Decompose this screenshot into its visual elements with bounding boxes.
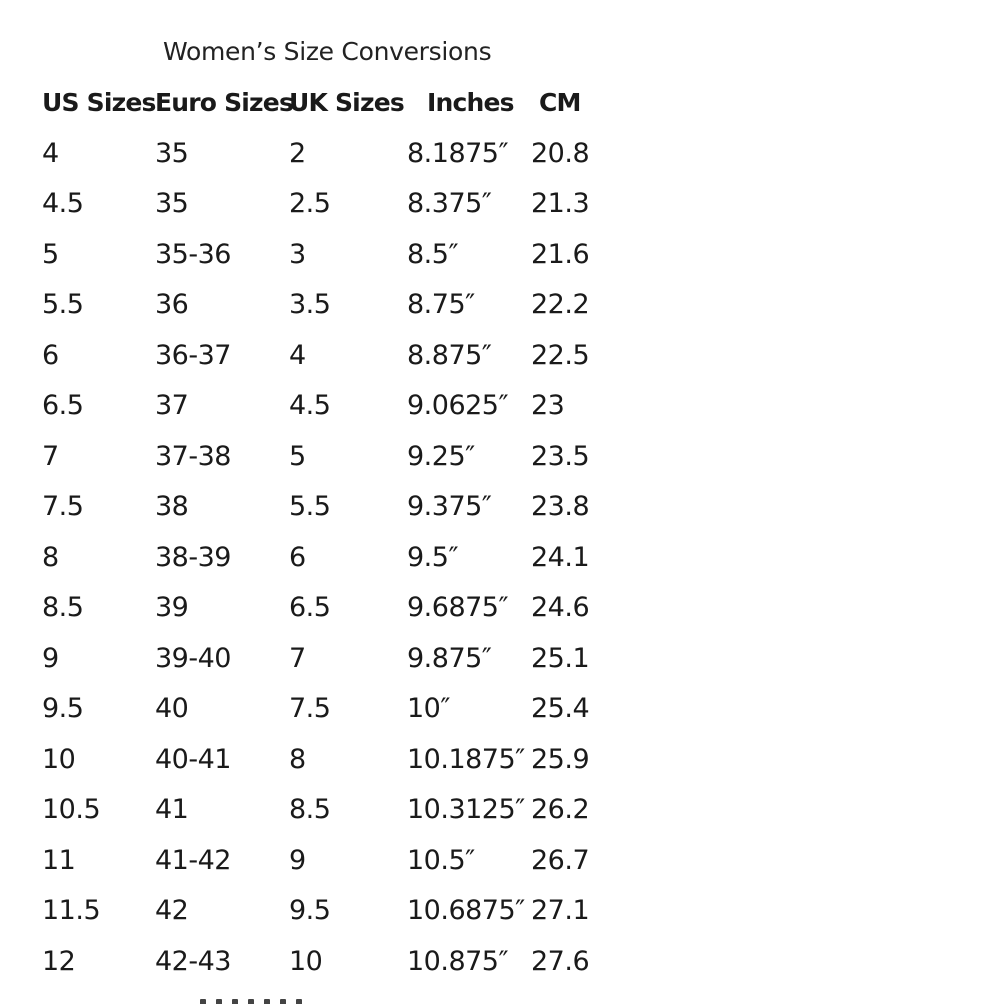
size-conversion-table	[42, 83, 662, 992]
table-body	[42, 134, 662, 993]
table-row	[42, 740, 662, 791]
cell-us-size: 7.5	[42, 491, 84, 522]
cell-euro-size: 35	[155, 137, 189, 169]
table-row	[42, 841, 662, 892]
cell-cm: 26.7	[531, 844, 590, 876]
cell-us-size: 11	[42, 844, 76, 876]
cell-euro-size: 37	[155, 390, 189, 421]
cell-us-size: 4.5	[42, 188, 84, 219]
cell-inches: 8.875″	[407, 339, 492, 371]
cell-us-size: 8	[42, 541, 59, 573]
cell-inches: 10.6875″	[407, 895, 525, 926]
cell-inches: 9.875″	[407, 642, 492, 674]
cell-inches: 10.1875″	[407, 743, 525, 775]
cut-off-text-fragment	[200, 990, 340, 1004]
table-row	[42, 538, 662, 589]
cell-euro-size: 41-42	[155, 844, 231, 876]
cell-uk-size: 8.5	[289, 794, 331, 825]
cell-uk-size: 10	[289, 945, 323, 977]
cell-us-size: 5.5	[42, 289, 84, 320]
cell-us-size: 6	[42, 339, 59, 371]
cell-cm: 24.6	[531, 592, 590, 623]
cell-cm: 23	[531, 390, 565, 421]
cell-us-size: 12	[42, 945, 76, 977]
cell-inches: 8.375″	[407, 188, 492, 219]
cell-us-size: 11.5	[42, 895, 101, 926]
cell-euro-size: 42-43	[155, 945, 231, 977]
cell-inches: 10″	[407, 693, 450, 724]
cell-inches: 8.5″	[407, 238, 459, 270]
cell-cm: 27.1	[531, 895, 590, 926]
cell-uk-size: 3.5	[289, 289, 331, 320]
header-inches: Inches	[427, 88, 514, 117]
table-row	[42, 942, 662, 993]
cell-uk-size: 8	[289, 743, 306, 775]
cell-cm: 25.1	[531, 642, 590, 674]
cell-cm: 21.3	[531, 188, 590, 219]
cell-inches: 10.3125″	[407, 794, 525, 825]
table-row	[42, 437, 662, 488]
table-row	[42, 891, 662, 942]
cell-uk-size: 6.5	[289, 592, 331, 623]
cell-us-size: 5	[42, 238, 59, 270]
table-title: Women’s Size Conversions	[163, 37, 492, 66]
table-row	[42, 235, 662, 286]
cell-uk-size: 3	[289, 238, 306, 270]
cell-uk-size: 4.5	[289, 390, 331, 421]
table-row	[42, 588, 662, 639]
cell-us-size: 10.5	[42, 794, 101, 825]
cell-us-size: 6.5	[42, 390, 84, 421]
table-row	[42, 184, 662, 235]
cell-uk-size: 9	[289, 844, 306, 876]
cell-uk-size: 2	[289, 137, 306, 169]
cell-cm: 26.2	[531, 794, 590, 825]
cell-inches: 9.6875″	[407, 592, 509, 623]
header-cm: CM	[539, 88, 581, 117]
cell-euro-size: 40	[155, 693, 189, 724]
cell-euro-size: 39-40	[155, 642, 231, 674]
cell-cm: 25.4	[531, 693, 590, 724]
table-header-row	[42, 83, 662, 134]
table-row	[42, 336, 662, 387]
cell-us-size: 8.5	[42, 592, 84, 623]
cell-inches: 10.875″	[407, 945, 509, 977]
cell-euro-size: 40-41	[155, 743, 231, 775]
cell-uk-size: 7.5	[289, 693, 331, 724]
cell-euro-size: 35	[155, 188, 189, 219]
cell-us-size: 9.5	[42, 693, 84, 724]
cell-cm: 25.9	[531, 743, 590, 775]
cell-uk-size: 5	[289, 440, 306, 472]
cell-cm: 22.2	[531, 289, 590, 320]
cell-us-size: 4	[42, 137, 59, 169]
cell-uk-size: 7	[289, 642, 306, 674]
cell-euro-size: 42	[155, 895, 189, 926]
cell-euro-size: 38-39	[155, 541, 231, 573]
cell-uk-size: 5.5	[289, 491, 331, 522]
cell-euro-size: 36-37	[155, 339, 231, 371]
cell-euro-size: 41	[155, 794, 189, 825]
header-uk-sizes: UK Sizes	[289, 88, 404, 117]
cell-uk-size: 6	[289, 541, 306, 573]
cell-cm: 24.1	[531, 541, 590, 573]
cell-cm: 21.6	[531, 238, 590, 270]
cell-euro-size: 37-38	[155, 440, 231, 472]
table-row	[42, 487, 662, 538]
cell-cm: 22.5	[531, 339, 590, 371]
cell-euro-size: 38	[155, 491, 189, 522]
header-euro-sizes: Euro Sizes	[155, 88, 294, 117]
cell-cm: 20.8	[531, 137, 590, 169]
cell-uk-size: 4	[289, 339, 306, 371]
table-row	[42, 134, 662, 185]
cell-euro-size: 35-36	[155, 238, 231, 270]
table-row	[42, 689, 662, 740]
cell-uk-size: 9.5	[289, 895, 331, 926]
cell-cm: 23.8	[531, 491, 590, 522]
cell-cm: 27.6	[531, 945, 590, 977]
header-us-sizes: US Sizes	[42, 88, 156, 117]
cell-inches: 10.5″	[407, 844, 475, 876]
cell-inches: 9.5″	[407, 541, 459, 573]
table-row	[42, 639, 662, 690]
cell-inches: 9.25″	[407, 440, 475, 472]
cell-euro-size: 39	[155, 592, 189, 623]
cell-inches: 9.0625″	[407, 390, 509, 421]
table-row	[42, 386, 662, 437]
table-row	[42, 285, 662, 336]
table-row	[42, 790, 662, 841]
cell-us-size: 9	[42, 642, 59, 674]
cell-inches: 8.1875″	[407, 137, 509, 169]
cell-inches: 8.75″	[407, 289, 475, 320]
cell-euro-size: 36	[155, 289, 189, 320]
cell-inches: 9.375″	[407, 491, 492, 522]
cell-cm: 23.5	[531, 440, 590, 472]
cell-us-size: 7	[42, 440, 59, 472]
cell-us-size: 10	[42, 743, 76, 775]
cell-uk-size: 2.5	[289, 188, 331, 219]
